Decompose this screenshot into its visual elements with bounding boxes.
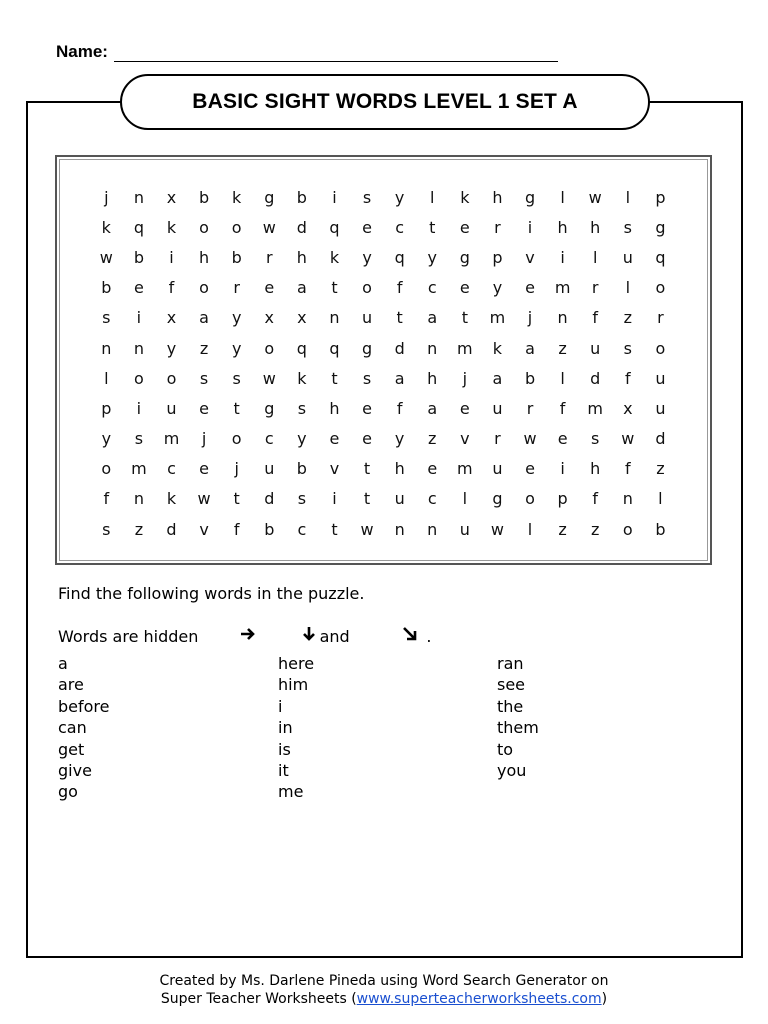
grid-letter[interactable]: k <box>166 489 177 509</box>
word-list-item: them <box>497 718 539 738</box>
grid-letter[interactable]: c <box>264 429 274 449</box>
word-list-item: get <box>58 739 85 759</box>
grid-letter[interactable]: o <box>199 278 209 298</box>
grid-letter[interactable]: k <box>166 217 177 237</box>
grid-letter[interactable]: n <box>133 338 144 358</box>
grid-letter[interactable]: z <box>428 429 437 449</box>
grid-letter[interactable]: j <box>234 459 239 479</box>
grid-letter[interactable]: m <box>131 459 147 479</box>
grid-letter[interactable]: y <box>101 429 112 449</box>
grid-letter[interactable]: b <box>264 519 275 539</box>
word-list-item: can <box>58 718 87 738</box>
grid-letter[interactable]: h <box>296 247 307 267</box>
grid-letter[interactable]: r <box>494 429 501 449</box>
grid-letter[interactable]: e <box>199 398 209 418</box>
grid-letter[interactable]: o <box>231 429 242 449</box>
grid-letter[interactable]: u <box>655 398 666 418</box>
grid-letter[interactable]: k <box>492 338 503 358</box>
grid-letter[interactable]: s <box>102 519 111 539</box>
grid-letter[interactable]: q <box>329 217 340 237</box>
grid-letter[interactable]: f <box>559 398 566 418</box>
grid-letter[interactable]: e <box>133 278 144 298</box>
grid-letter[interactable]: o <box>199 217 209 237</box>
grid-letter[interactable]: w <box>99 247 113 267</box>
grid-letter[interactable]: m <box>489 308 506 328</box>
grid-letter[interactable]: w <box>360 519 374 539</box>
grid-letter[interactable]: o <box>101 459 112 479</box>
grid-letter[interactable]: d <box>394 338 405 358</box>
grid-letter[interactable]: s <box>297 398 307 418</box>
grid-letter[interactable]: t <box>233 398 240 418</box>
grid-letter[interactable]: c <box>297 519 307 539</box>
grid-letter[interactable]: t <box>331 278 338 298</box>
grid-letter[interactable]: w <box>262 368 276 388</box>
grid-letter[interactable]: f <box>168 278 175 298</box>
grid-letter[interactable]: l <box>560 187 565 207</box>
grid-letter[interactable]: u <box>459 519 470 539</box>
grid-letter[interactable]: g <box>459 247 470 267</box>
grid-letter[interactable]: o <box>231 217 242 237</box>
grid-letter[interactable]: s <box>623 338 632 358</box>
grid-letter[interactable]: d <box>264 489 275 509</box>
grid-letter[interactable]: e <box>557 429 568 449</box>
grid-letter[interactable]: c <box>427 489 437 509</box>
grid-letter[interactable]: e <box>362 217 372 237</box>
grid-letter[interactable]: v <box>525 247 535 267</box>
grid-letter[interactable]: e <box>329 429 340 449</box>
title-banner <box>120 74 650 130</box>
grid-letter[interactable]: p <box>492 247 503 267</box>
instructions <box>58 583 431 669</box>
grid-letter[interactable]: s <box>362 187 372 207</box>
grid-letter[interactable]: e <box>362 429 372 449</box>
grid-letter[interactable]: b <box>101 278 112 298</box>
grid-letter[interactable]: n <box>329 308 340 328</box>
grid-letter[interactable]: h <box>590 217 601 237</box>
grid-letter[interactable]: e <box>525 459 535 479</box>
grid-letter[interactable]: n <box>427 519 438 539</box>
word-list-item: a <box>58 654 68 673</box>
grid-letter[interactable]: q <box>394 247 405 267</box>
grid-letter[interactable]: t <box>429 217 436 237</box>
grid-letter[interactable]: h <box>394 459 405 479</box>
grid-letter[interactable]: e <box>427 459 438 479</box>
grid-letter[interactable]: l <box>560 368 565 388</box>
grid-letter[interactable]: t <box>461 308 468 328</box>
grid-letter[interactable]: q <box>133 217 144 237</box>
grid-letter[interactable]: a <box>427 308 438 328</box>
grid-letter[interactable]: a <box>199 308 209 328</box>
grid-letter[interactable]: r <box>233 278 240 298</box>
grid-letter[interactable]: y <box>394 429 405 449</box>
word-list-item: the <box>497 696 524 716</box>
grid-letter[interactable]: o <box>166 368 177 388</box>
grid-letter[interactable]: j <box>201 429 207 449</box>
grid-letter[interactable]: n <box>427 338 438 358</box>
grid-letter[interactable]: s <box>362 368 372 388</box>
word-list-item: are <box>58 675 84 695</box>
grid-letter[interactable]: o <box>622 519 633 539</box>
grid-letter[interactable]: c <box>395 217 405 237</box>
word-list-item: give <box>58 760 92 780</box>
grid-letter[interactable]: i <box>560 247 565 267</box>
grid-letter[interactable]: f <box>592 489 599 509</box>
word-list-item: to <box>497 739 514 759</box>
grid-letter[interactable]: m <box>457 459 473 479</box>
grid-letter[interactable]: o <box>655 338 666 358</box>
grid-letter[interactable]: i <box>560 459 565 479</box>
grid-letter[interactable]: j <box>527 308 533 328</box>
grid-letter[interactable]: y <box>231 338 242 358</box>
word-list-item: it <box>278 760 289 780</box>
grid-letter[interactable]: u <box>655 368 666 388</box>
grid-letter[interactable]: b <box>296 187 307 207</box>
grid-letter[interactable]: h <box>427 368 438 388</box>
name-row <box>56 38 558 62</box>
grid-letter[interactable]: a <box>427 398 438 418</box>
word-list-item: in <box>278 718 293 738</box>
grid-letter[interactable]: j <box>462 368 468 388</box>
grid-letter[interactable]: u <box>361 308 373 328</box>
grid-letter[interactable]: o <box>525 489 535 509</box>
instruction-line-1: Find the following words in the puzzle. <box>58 584 365 603</box>
grid-letter[interactable]: y <box>394 187 405 207</box>
grid-letter[interactable]: b <box>655 519 666 539</box>
instruction-line-2 <box>58 604 431 669</box>
word-list-item: me <box>278 782 304 802</box>
grid-letter[interactable]: g <box>264 398 275 418</box>
grid-letter[interactable]: l <box>658 489 663 509</box>
footer <box>0 972 768 1008</box>
grid-letter[interactable]: l <box>625 278 631 298</box>
grid-letter[interactable]: w <box>197 489 211 509</box>
worksheet-title: BASIC SIGHT WORDS LEVEL 1 SET A <box>192 90 578 113</box>
grid-letter[interactable]: c <box>427 278 437 298</box>
grid-letter[interactable]: l <box>104 368 109 388</box>
grid-letter[interactable]: l <box>625 187 631 207</box>
footer-link[interactable]: www.superteacherworksheets.com <box>356 991 602 1007</box>
grid-letter[interactable]: y <box>166 338 177 358</box>
grid-letter[interactable]: s <box>134 429 144 449</box>
grid-letter[interactable]: l <box>462 489 468 509</box>
grid-letter[interactable]: g <box>492 489 503 509</box>
grid-letter[interactable]: b <box>133 247 144 267</box>
grid-letter[interactable]: o <box>655 278 666 298</box>
grid-letter[interactable]: s <box>199 368 209 388</box>
grid-letter[interactable]: w <box>588 187 602 207</box>
grid-letter[interactable]: h <box>590 459 601 479</box>
grid-letter[interactable]: q <box>655 247 666 267</box>
grid-letter[interactable]: i <box>136 308 142 328</box>
word-list-item: see <box>497 675 526 695</box>
word-list-item: him <box>278 675 309 695</box>
grid-letter[interactable]: q <box>296 338 307 358</box>
grid-letter[interactable]: n <box>133 187 144 207</box>
grid-letter[interactable]: b <box>524 368 536 388</box>
grid-letter[interactable]: w <box>621 429 635 449</box>
grid-letter[interactable]: g <box>361 338 373 358</box>
grid-letter[interactable]: v <box>460 429 470 449</box>
grid-letter[interactable]: q <box>329 338 340 358</box>
grid-letter[interactable]: y <box>297 429 307 449</box>
grid-letter[interactable]: p <box>557 489 568 509</box>
grid-letter[interactable]: e <box>459 398 470 418</box>
grid-letter[interactable]: n <box>133 489 144 509</box>
grid-letter[interactable]: a <box>525 338 535 358</box>
grid-letter[interactable]: x <box>166 187 177 207</box>
grid-letter[interactable]: u <box>492 398 503 418</box>
grid-letter[interactable]: t <box>396 308 403 328</box>
word-list-item: you <box>497 760 527 780</box>
grid-letter[interactable]: w <box>262 217 276 237</box>
grid-letter[interactable]: d <box>166 519 177 539</box>
footer-source <box>0 990 768 1008</box>
grid-letter[interactable]: r <box>657 308 664 328</box>
grid-letter[interactable]: j <box>104 187 109 207</box>
grid-letter[interactable]: b <box>199 187 210 207</box>
grid-letter[interactable]: a <box>296 278 307 298</box>
grid-letter[interactable]: n <box>394 519 405 539</box>
grid-letter[interactable]: o <box>362 278 372 298</box>
arrow-diagonal-icon <box>364 604 420 669</box>
grid-letter[interactable]: f <box>233 519 240 539</box>
footer-source-suffix: ) <box>601 991 608 1007</box>
grid-letter[interactable]: k <box>232 187 242 207</box>
grid-letter[interactable]: m <box>554 278 571 298</box>
instruction-hidden-text: Words are hidden <box>58 627 199 646</box>
grid-letter[interactable]: f <box>396 398 403 418</box>
grid-letter[interactable]: k <box>101 217 111 237</box>
arrow-right-icon <box>201 605 257 668</box>
grid-letter[interactable]: s <box>102 308 111 328</box>
grid-letter[interactable]: h <box>492 187 503 207</box>
grid-letter[interactable]: x <box>166 308 177 328</box>
grid-letter[interactable]: a <box>492 368 503 388</box>
grid-letter[interactable]: x <box>264 308 274 328</box>
grid-letter[interactable]: z <box>591 519 600 539</box>
grid-letter[interactable]: h <box>199 247 210 267</box>
grid-letter[interactable]: u <box>166 398 177 418</box>
grid-letter[interactable]: z <box>558 519 567 539</box>
grid-letter[interactable]: g <box>264 187 275 207</box>
word-list-column-1 <box>58 653 110 803</box>
grid-letter[interactable]: w <box>490 519 504 539</box>
grid-letter[interactable]: x <box>297 308 307 328</box>
word-list-item: go <box>58 782 78 802</box>
grid-letter[interactable]: e <box>264 278 275 298</box>
word-list-column-3 <box>497 653 539 781</box>
name-label: Name: <box>56 42 108 61</box>
grid-letter[interactable]: s <box>232 368 241 388</box>
word-list-item: ran <box>497 654 524 673</box>
grid-letter[interactable]: l <box>592 247 598 267</box>
footer-credit: Created by Ms. Darlene Pineda using Word Search Generator on <box>159 973 609 989</box>
grid-letter[interactable]: x <box>623 398 633 418</box>
grid-letter[interactable]: z <box>656 459 665 479</box>
grid-letter[interactable]: d <box>590 368 601 388</box>
grid-letter[interactable]: t <box>363 489 371 509</box>
grid-letter[interactable]: z <box>558 338 567 358</box>
grid-letter[interactable]: y <box>427 247 437 267</box>
grid-letter[interactable]: v <box>199 519 209 539</box>
grid-letter[interactable]: i <box>332 187 337 207</box>
grid-letter[interactable]: c <box>167 459 176 479</box>
grid-letter[interactable]: a <box>394 368 405 388</box>
grid-letter[interactable]: y <box>362 247 372 267</box>
word-list-item: i <box>278 696 283 716</box>
grid-letter[interactable]: z <box>199 338 209 358</box>
grid-letter[interactable]: m <box>163 429 180 449</box>
grid-letter[interactable]: n <box>557 308 568 328</box>
grid-letter[interactable]: d <box>296 217 307 237</box>
grid-letter[interactable]: o <box>133 368 144 388</box>
grid-letter[interactable]: f <box>103 489 110 509</box>
grid-letter[interactable]: i <box>332 489 337 509</box>
grid-letter[interactable]: d <box>655 429 666 449</box>
grid-letter[interactable]: z <box>623 308 632 328</box>
grid-letter[interactable]: f <box>624 459 631 479</box>
grid-letter[interactable]: u <box>622 247 633 267</box>
word-list-column-2 <box>278 653 314 803</box>
grid-letter[interactable]: f <box>592 308 599 328</box>
grid-letter[interactable]: r <box>526 398 534 418</box>
name-field[interactable] <box>114 43 558 62</box>
grid-letter[interactable]: i <box>527 217 533 237</box>
grid-letter[interactable]: t <box>363 459 371 479</box>
grid-letter[interactable]: m <box>587 398 603 418</box>
grid-letter[interactable]: f <box>624 368 631 388</box>
grid-letter[interactable]: e <box>525 278 535 298</box>
grid-letter[interactable]: y <box>492 278 503 298</box>
grid-letter[interactable]: e <box>459 217 470 237</box>
grid-letter[interactable]: t <box>233 489 240 509</box>
grid-letter[interactable]: l <box>527 519 533 539</box>
grid-letter[interactable]: w <box>523 429 537 449</box>
grid-letter[interactable]: k <box>329 247 340 267</box>
grid-letter[interactable]: r <box>591 278 599 298</box>
grid-letter[interactable]: g <box>524 187 536 207</box>
word-list-item: is <box>278 739 291 759</box>
grid-letter[interactable]: m <box>457 338 473 358</box>
grid-letter[interactable]: y <box>231 308 242 328</box>
grid-letter[interactable]: t <box>331 368 338 388</box>
grid-letter[interactable]: z <box>134 519 144 539</box>
grid-letter[interactable]: u <box>492 459 503 479</box>
grid-letter[interactable]: u <box>264 459 275 479</box>
grid-letter[interactable]: f <box>396 278 403 298</box>
word-list-item: before <box>58 696 110 716</box>
word-list-item: here <box>278 654 315 673</box>
letter-grid <box>90 182 677 544</box>
grid-letter[interactable]: i <box>136 398 142 418</box>
grid-letter[interactable]: v <box>329 459 340 479</box>
grid-letter[interactable]: t <box>331 519 338 539</box>
grid-letter[interactable]: u <box>590 338 601 358</box>
grid-letter[interactable]: r <box>494 217 501 237</box>
grid-letter[interactable]: e <box>199 459 209 479</box>
grid-letter[interactable]: i <box>169 247 174 267</box>
grid-letter[interactable]: s <box>591 429 600 449</box>
grid-letter[interactable]: k <box>460 187 470 207</box>
grid-letter[interactable]: s <box>297 489 307 509</box>
grid-letter[interactable]: p <box>101 398 112 418</box>
grid-letter[interactable]: b <box>231 247 242 267</box>
grid-letter[interactable]: e <box>362 398 372 418</box>
grid-letter[interactable]: n <box>101 338 112 358</box>
grid-letter[interactable]: h <box>329 398 340 418</box>
footer-source-prefix: Super Teacher Worksheets ( <box>160 991 357 1007</box>
grid-letter[interactable]: n <box>622 489 633 509</box>
instruction-period: . <box>426 627 432 646</box>
grid-letter[interactable]: k <box>297 368 307 388</box>
grid-letter[interactable]: p <box>655 187 666 207</box>
grid-letter[interactable]: r <box>265 247 273 267</box>
grid-letter[interactable]: u <box>394 489 405 509</box>
grid-letter[interactable]: e <box>459 278 470 298</box>
grid-letter[interactable]: b <box>296 459 307 479</box>
grid-letter[interactable]: s <box>623 217 632 237</box>
grid-letter[interactable]: g <box>655 217 666 237</box>
grid-letter[interactable]: l <box>430 187 435 207</box>
instruction-and-text: and <box>319 627 350 646</box>
grid-letter[interactable]: o <box>264 338 275 358</box>
grid-letter[interactable]: h <box>557 217 568 237</box>
